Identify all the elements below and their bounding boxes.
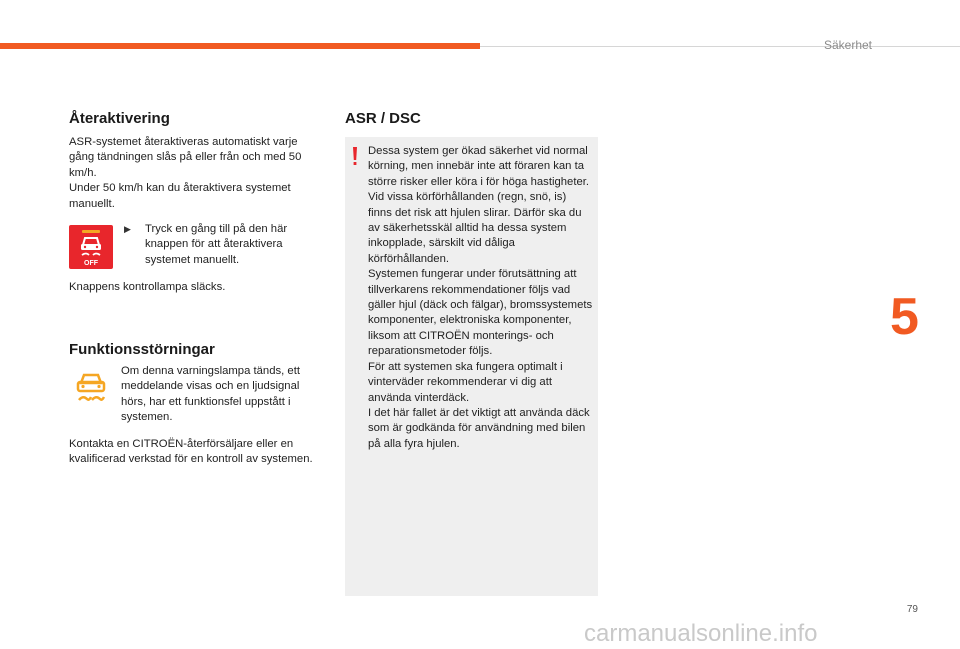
watermark: carmanualsonline.info [584, 620, 818, 647]
asr-off-icon-label: OFF [84, 260, 98, 267]
chapter-number: 5 [890, 288, 919, 346]
funktionsstorningar-heading: Funktionsstörningar [69, 341, 215, 358]
reaktivering-intro: ASR-systemet återaktiveras automatiskt varje gång tändningen slås på eller från och med 50 km/h. Under 50 km/h kan du återaktivera systemet manuellt. [69, 136, 302, 210]
reaktivering-heading: Återaktivering [69, 110, 170, 127]
bullet-arrow-icon: ▶ [124, 224, 131, 234]
lamp-text: Knappens kontrollampa släcks. [69, 281, 226, 293]
section-label: Säkerhet [823, 38, 872, 52]
header-rule [480, 46, 960, 47]
asr-dsc-info-text: Dessa system ger ökad säkerhet vid normal körning, men innebär inte att föraren kan ta större risker eller köra i för höga hastigheter. Vid vissa körförhållanden (regn, snö, is) finns det risk att hjulen slirar. Därför ska du av säkerhetsskäl alltid ha dessa system inkopplade, särskilt vid dåliga körförhållanden. Systemen fungerar under förutsättning att tillverkarens rekommendationer följs vad gäller hjul (däck och fälgar), bromssystemets komponenter, elektroniska komponenter, liksom att CITROËN monterings- och reparationsmetoder följs. För att systemen ska fungera optimalt i vinterväder rekommenderar vi dig att använda vinterdäck. I det här fallet är det viktigt att använda däck som är godkända för användning med bilen på alla fyra hjulen. [368, 145, 593, 450]
reaktivering-bullet-text: Tryck en gång till på den här knappen för att återaktivera systemet manuellt. [145, 223, 288, 266]
header-accent-bar [0, 43, 480, 49]
contact-text: Kontakta en CITROËN-återförsäljare eller en kvalificerad verkstad för en kontroll av systemen. [69, 438, 313, 466]
asr-dsc-heading: ASR / DSC [345, 110, 421, 127]
asr-off-button-icon [69, 225, 113, 269]
warning-text: Om denna varningslampa tänds, ett meddelande visas och en ljudsignal hörs, har ett funktionsfel uppstått i systemen. [121, 365, 300, 424]
page-number: 79 [906, 604, 918, 615]
exclamation-icon [352, 147, 358, 172]
reaktivering-bullet [124, 222, 320, 268]
skid-warning-icon [72, 368, 110, 406]
